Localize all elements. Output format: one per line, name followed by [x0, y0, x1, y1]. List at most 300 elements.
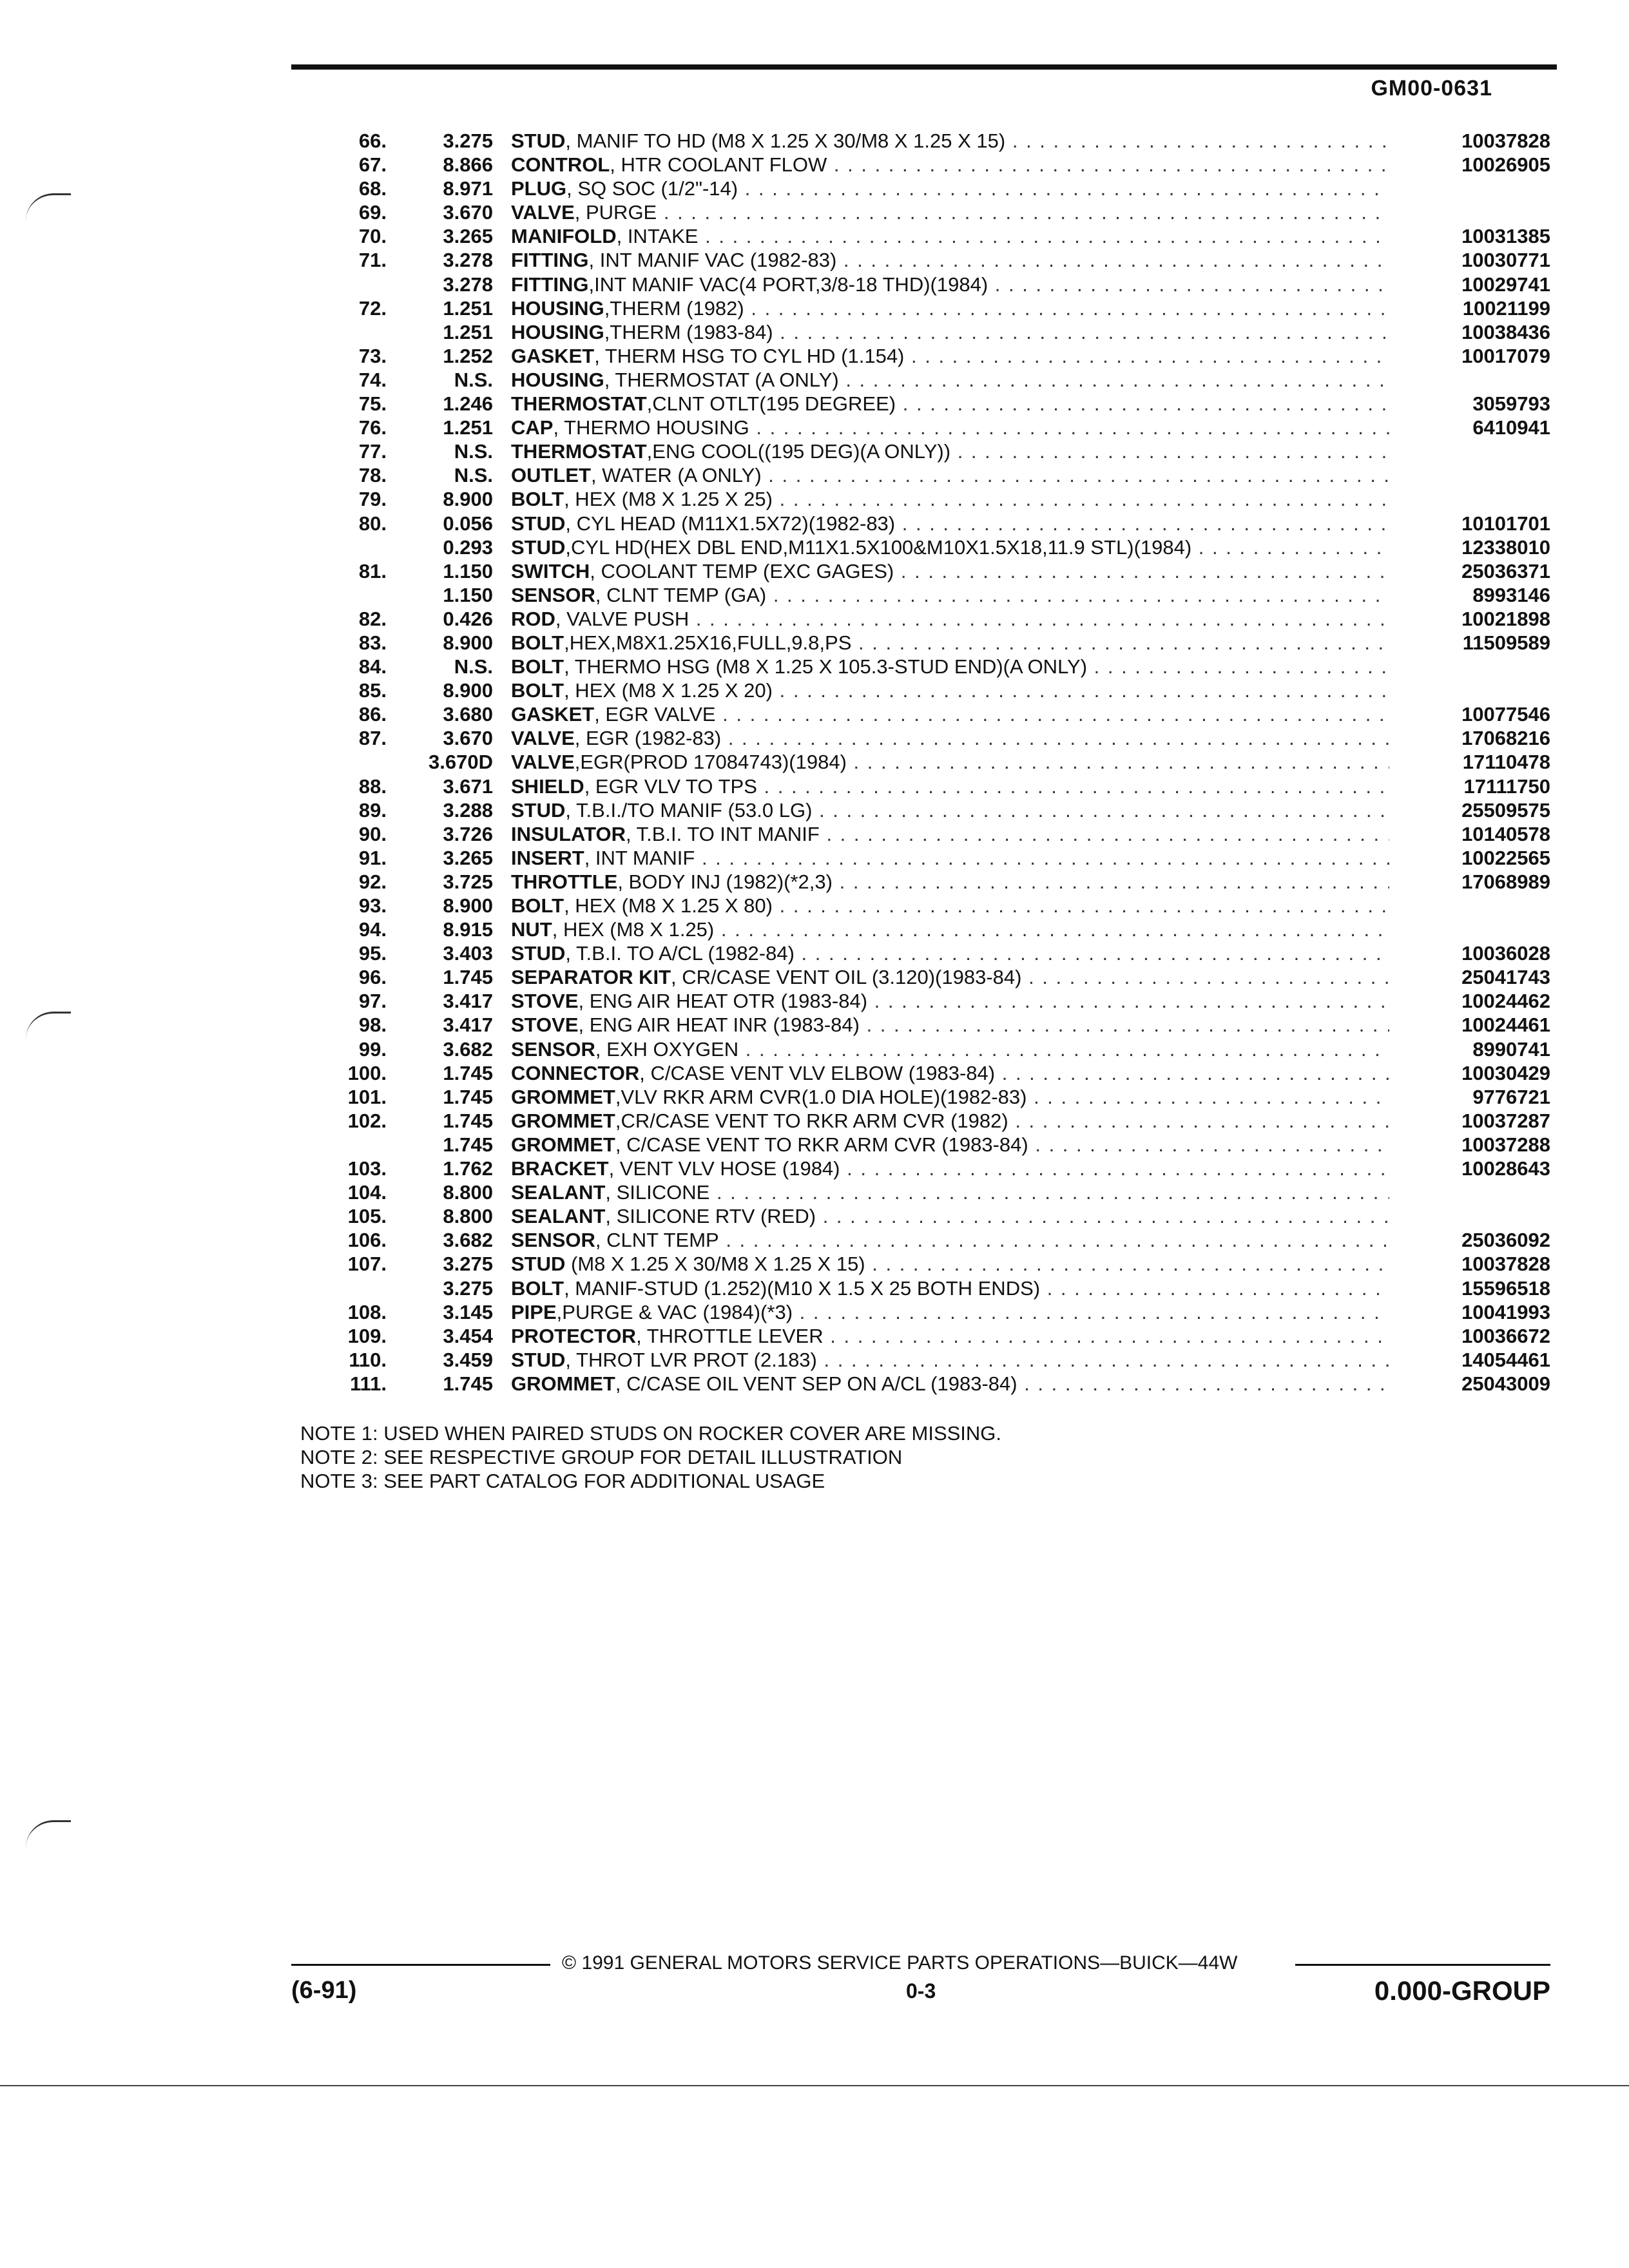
part-spec: , THERMO HOUSING	[553, 416, 749, 439]
part-number: 15596518	[1396, 1276, 1550, 1300]
item-number: 107.	[347, 1253, 387, 1276]
parts-row	[284, 1204, 1550, 1228]
parts-row	[284, 1252, 1550, 1276]
part-description	[511, 1109, 1389, 1133]
part-spec: , T.B.I. TO INT MANIF	[625, 822, 820, 845]
group-number: N.S.	[454, 464, 493, 487]
group-number: 3.670	[443, 201, 493, 224]
part-description	[511, 487, 1389, 511]
parts-row	[284, 1133, 1550, 1157]
part-spec: , HEX (M8 X 1.25 X 25)	[564, 488, 773, 511]
part-spec: , MANIF-STUD (1.252)(M10 X 1.5 X 25 BOTH ENDS)	[564, 1276, 1041, 1300]
part-description	[511, 1300, 1389, 1324]
group-number: 8.800	[443, 1181, 493, 1204]
part-description	[511, 392, 1389, 416]
part-name: BOLT	[511, 894, 564, 917]
item-number: 93.	[358, 894, 387, 917]
part-description	[511, 965, 1389, 989]
item-number: 66.	[358, 130, 387, 152]
group-number: 1.150	[443, 559, 493, 582]
bottom-rule	[0, 2085, 1629, 2086]
part-description	[511, 224, 1389, 248]
part-name: STUD	[511, 798, 566, 822]
part-name: HOUSING	[511, 320, 604, 343]
item-number: 67.	[358, 153, 387, 177]
part-number: 10024462	[1396, 989, 1550, 1013]
parts-row	[284, 1324, 1550, 1348]
group-number: 3.682	[443, 1229, 493, 1252]
part-spec: , T.B.I./TO MANIF (53.0 LG)	[565, 798, 813, 822]
part-number: 25036092	[1396, 1228, 1550, 1252]
group-number: 0.293	[443, 535, 493, 559]
part-name: THROTTLE	[511, 870, 618, 893]
parts-row	[284, 1061, 1550, 1085]
group-number: 1.251	[443, 296, 493, 320]
part-name: PROTECTOR	[511, 1324, 637, 1347]
group-number: 3.265	[443, 846, 493, 869]
part-spec: , CLNT TEMP	[595, 1229, 719, 1252]
parts-row	[284, 463, 1550, 487]
part-number: 10037828	[1396, 129, 1550, 153]
part-description	[511, 1133, 1389, 1157]
parts-row	[284, 153, 1550, 177]
group-number: 3.671	[443, 774, 493, 798]
part-spec: , CR/CASE VENT OIL (3.120)(1983-84)	[671, 966, 1022, 989]
scan-mark-bottom	[26, 1820, 71, 1848]
group-number: 1.252	[443, 344, 493, 367]
part-spec: , THERMOSTAT (A ONLY)	[604, 368, 839, 391]
part-description	[511, 655, 1389, 678]
group-number: 3.145	[443, 1300, 493, 1323]
part-description	[511, 678, 1389, 702]
item-number: 79.	[358, 488, 387, 511]
group-number: 0.056	[443, 512, 493, 535]
part-spec: , EXH OXYGEN	[595, 1037, 739, 1061]
group-number: N.S.	[454, 368, 493, 391]
part-number: 10021199	[1396, 296, 1550, 320]
part-number: 6410941	[1396, 416, 1550, 439]
parts-row	[284, 344, 1550, 368]
item-number: 77.	[358, 440, 387, 463]
scan-mark-top	[26, 193, 71, 221]
part-description	[511, 1204, 1389, 1228]
item-number: 109.	[347, 1324, 387, 1347]
revision-date: (6-91)	[291, 1977, 357, 2004]
part-spec: , THERMO HSG (M8 X 1.25 X 105.3-STUD END)(A ONLY)	[564, 655, 1088, 678]
part-description	[511, 750, 1389, 774]
part-number: 10038436	[1396, 320, 1550, 344]
part-name: BOLT	[511, 631, 564, 654]
part-name: CAP	[511, 416, 554, 439]
part-name: VALVE	[511, 201, 575, 224]
part-number: 25043009	[1396, 1372, 1550, 1396]
part-name: STUD	[511, 130, 566, 152]
group-number: 3.403	[443, 942, 493, 965]
parts-row	[284, 918, 1550, 941]
parts-row	[284, 1372, 1550, 1396]
group-number: 3.288	[443, 798, 493, 822]
parts-row	[284, 392, 1550, 416]
parts-row	[284, 1085, 1550, 1109]
part-spec: , C/CASE VENT TO RKR ARM CVR (1983-84)	[615, 1133, 1028, 1156]
part-spec: , T.B.I. TO A/CL (1982-84)	[565, 942, 795, 965]
item-number: 80.	[358, 512, 387, 535]
part-spec: , ENG AIR HEAT OTR (1983-84)	[578, 990, 868, 1013]
part-number: 10028643	[1396, 1157, 1550, 1180]
group-number: 1.762	[443, 1157, 493, 1180]
parts-row	[284, 1348, 1550, 1372]
item-number: 102.	[347, 1109, 387, 1132]
parts-row	[284, 512, 1550, 535]
part-spec: , HEX (M8 X 1.25 X 20)	[564, 679, 773, 702]
part-name: HOUSING	[511, 368, 604, 391]
part-name: SEALANT	[511, 1181, 606, 1204]
item-number: 111.	[350, 1372, 387, 1395]
parts-row	[284, 655, 1550, 678]
parts-row	[284, 1180, 1550, 1204]
part-description	[511, 822, 1389, 846]
part-description	[511, 512, 1389, 535]
group-number: 3.725	[443, 870, 493, 893]
item-number: 99.	[358, 1037, 387, 1061]
part-name: SENSOR	[511, 583, 595, 606]
part-name: SEALANT	[511, 1205, 606, 1228]
part-number: 25036371	[1396, 559, 1550, 583]
part-name: GROMMET	[511, 1133, 615, 1156]
part-name: GROMMET	[511, 1109, 615, 1132]
part-spec: , EGR VLV TO TPS	[584, 774, 757, 798]
item-number: 96.	[358, 966, 387, 989]
parts-row	[284, 439, 1550, 463]
group-number: 1.745	[443, 1372, 493, 1395]
parts-row	[284, 822, 1550, 846]
parts-row	[284, 1109, 1550, 1133]
part-number: 25509575	[1396, 798, 1550, 822]
part-number: 17068989	[1396, 870, 1550, 894]
parts-row	[284, 894, 1550, 918]
parts-row	[284, 368, 1550, 392]
item-number: 106.	[347, 1229, 387, 1252]
item-number: 78.	[358, 464, 387, 487]
part-number: 10140578	[1396, 822, 1550, 846]
part-number: 12338010	[1396, 535, 1550, 559]
item-number: 104.	[347, 1181, 387, 1204]
part-name: THERMOSTAT	[511, 392, 647, 416]
part-name: INSULATOR	[511, 822, 626, 845]
part-name: STUD	[511, 535, 566, 559]
part-description	[511, 416, 1389, 439]
part-description	[511, 559, 1389, 583]
item-number: 108.	[347, 1300, 387, 1323]
part-name: STOVE	[511, 990, 579, 1013]
part-name: SWITCH	[511, 559, 590, 582]
parts-row	[284, 177, 1550, 200]
part-description	[511, 1013, 1389, 1037]
group-number: 1.150	[443, 583, 493, 606]
item-number: 103.	[347, 1157, 387, 1180]
part-spec: , THROTTLE LEVER	[636, 1324, 824, 1347]
part-description	[511, 774, 1389, 798]
part-spec: , HEX (M8 X 1.25 X 80)	[564, 894, 773, 917]
note-2: NOTE 2: SEE RESPECTIVE GROUP FOR DETAIL ILLUSTRATION	[300, 1446, 903, 1468]
parts-row	[284, 774, 1550, 798]
part-number: 10037287	[1396, 1109, 1550, 1133]
item-number: 92.	[358, 870, 387, 893]
part-name: ROD	[511, 607, 555, 630]
part-spec: , INT MANIF VAC (1982-83)	[588, 249, 837, 272]
parts-row	[284, 416, 1550, 439]
parts-row	[284, 607, 1550, 631]
group-number: 3.680	[443, 703, 493, 726]
part-name: MANIFOLD	[511, 225, 617, 248]
group-number: 1.745	[443, 1085, 493, 1108]
part-number: 10031385	[1396, 224, 1550, 248]
part-name: INSERT	[511, 846, 584, 869]
part-name: BOLT	[511, 679, 564, 702]
part-spec: ,EGR(PROD 17084743)(1984)	[574, 751, 847, 774]
part-description	[511, 129, 1389, 153]
parts-row	[284, 583, 1550, 607]
part-number: 10041993	[1396, 1300, 1550, 1324]
part-name: OUTLET	[511, 464, 591, 487]
parts-list	[284, 129, 1550, 1396]
notes	[300, 1421, 1001, 1493]
footer-rule-right	[1295, 1964, 1550, 1966]
group-number: 3.278	[443, 273, 493, 296]
item-number: 71.	[358, 249, 387, 272]
part-spec: , THROT LVR PROT (2.183)	[565, 1348, 817, 1371]
parts-row	[284, 846, 1550, 870]
item-number: 74.	[358, 368, 387, 391]
part-spec: , BODY INJ (1982)(*2,3)	[617, 870, 833, 893]
group-number: 0.426	[443, 607, 493, 630]
group-number: 3.278	[443, 249, 493, 272]
group-label: 0.000-GROUP	[1374, 1975, 1550, 2006]
part-description	[511, 894, 1389, 918]
part-description	[511, 1348, 1389, 1372]
part-spec: ,CR/CASE VENT TO RKR ARM CVR (1982)	[615, 1109, 1008, 1132]
part-description	[511, 344, 1389, 368]
part-spec: , ENG AIR HEAT INR (1983-84)	[578, 1014, 860, 1037]
part-number: 10037288	[1396, 1133, 1550, 1157]
part-spec: ,CYL HD(HEX DBL END,M11X1.5X100&M10X1.5X18,11.9 STL)(1984)	[565, 535, 1192, 559]
parts-row	[284, 989, 1550, 1013]
part-name: STUD	[511, 512, 566, 535]
page-number: 0-3	[906, 1979, 936, 2003]
part-name: BOLT	[511, 1276, 564, 1300]
item-number: 100.	[347, 1061, 387, 1084]
item-number: 85.	[358, 679, 387, 702]
part-description	[511, 248, 1389, 272]
group-number: 8.900	[443, 679, 493, 702]
part-spec: , VENT VLV HOSE (1984)	[608, 1157, 840, 1180]
part-description	[511, 1180, 1389, 1204]
part-name: FITTING	[511, 273, 589, 296]
part-description	[511, 463, 1389, 487]
part-spec: , COOLANT TEMP (EXC GAGES)	[590, 559, 894, 582]
part-description	[511, 368, 1389, 392]
part-spec: , CYL HEAD (M11X1.5X72)(1982-83)	[565, 512, 896, 535]
part-description	[511, 320, 1389, 344]
part-number: 8990741	[1396, 1037, 1550, 1061]
parts-row	[284, 1037, 1550, 1061]
group-number: 1.246	[443, 392, 493, 416]
item-number: 83.	[358, 631, 387, 654]
part-description	[511, 273, 1389, 296]
part-spec: , CLNT TEMP (GA)	[595, 583, 767, 606]
part-name: PIPE	[511, 1300, 557, 1323]
part-spec: , SILICONE RTV (RED)	[605, 1205, 816, 1228]
group-number: 8.866	[443, 153, 493, 177]
part-name: PLUG	[511, 177, 567, 200]
part-number: 3059793	[1396, 392, 1550, 416]
part-description	[511, 583, 1389, 607]
part-name: GASKET	[511, 344, 595, 367]
part-spec: , VALVE PUSH	[555, 607, 689, 630]
part-description	[511, 798, 1389, 822]
parts-row	[284, 941, 1550, 965]
part-number: 14054461	[1396, 1348, 1550, 1372]
item-number: 90.	[358, 822, 387, 845]
part-description	[511, 870, 1389, 894]
part-description	[511, 439, 1389, 463]
parts-row	[284, 965, 1550, 989]
group-number: 8.800	[443, 1205, 493, 1228]
group-number: 3.417	[443, 990, 493, 1013]
parts-row	[284, 750, 1550, 774]
group-number: 1.251	[443, 416, 493, 439]
item-number: 81.	[358, 559, 387, 582]
part-number: 10026905	[1396, 153, 1550, 177]
part-name: BOLT	[511, 655, 564, 678]
part-spec: ,HEX,M8X1.25X16,FULL,9.8,PS	[564, 631, 852, 654]
part-number: 10036672	[1396, 1324, 1550, 1348]
part-number: 8993146	[1396, 583, 1550, 607]
document-code: GM00-0631	[1371, 76, 1492, 101]
part-number: 17111750	[1396, 774, 1550, 798]
part-number: 10024461	[1396, 1013, 1550, 1037]
group-number: 8.900	[443, 488, 493, 511]
part-number: 10017079	[1396, 344, 1550, 368]
group-number: 8.915	[443, 918, 493, 941]
part-spec: , INTAKE	[616, 225, 699, 248]
part-name: NUT	[511, 918, 552, 941]
part-spec: ,CLNT OTLT(195 DEGREE)	[646, 392, 896, 416]
footer-rule-left	[291, 1964, 550, 1966]
part-number: 10021898	[1396, 607, 1550, 631]
part-number: 10022565	[1396, 846, 1550, 870]
group-number: 3.417	[443, 1014, 493, 1037]
part-name: STUD	[511, 942, 566, 965]
parts-row	[284, 631, 1550, 655]
part-description	[511, 1276, 1389, 1300]
parts-row	[284, 129, 1550, 153]
part-number: 10036028	[1396, 941, 1550, 965]
item-number: 88.	[358, 774, 387, 798]
part-name: VALVE	[511, 751, 575, 774]
part-name: CONNECTOR	[511, 1061, 640, 1084]
parts-row	[284, 320, 1550, 344]
part-description	[511, 989, 1389, 1013]
part-description	[511, 200, 1389, 224]
group-number: 1.745	[443, 966, 493, 989]
parts-row	[284, 535, 1550, 559]
part-description	[511, 153, 1389, 177]
item-number: 82.	[358, 607, 387, 630]
part-name: STUD	[511, 1348, 566, 1371]
item-number: 75.	[358, 392, 387, 416]
note-1: NOTE 1: USED WHEN PAIRED STUDS ON ROCKER COVER ARE MISSING.	[300, 1422, 1002, 1445]
item-number: 86.	[358, 703, 387, 726]
part-name: FITTING	[511, 249, 589, 272]
group-number: 3.275	[443, 130, 493, 152]
part-description	[511, 1037, 1389, 1061]
part-spec: , INT MANIF	[584, 846, 695, 869]
group-number: 3.682	[443, 1037, 493, 1061]
part-spec: , PURGE	[574, 201, 657, 224]
group-number: 3.454	[443, 1324, 493, 1347]
item-number: 91.	[358, 846, 387, 869]
part-spec: , SQ SOC (1/2"-14)	[566, 177, 738, 200]
item-number: 97.	[358, 990, 387, 1013]
part-name: GROMMET	[511, 1085, 615, 1108]
item-number: 69.	[358, 201, 387, 224]
group-number: 3.459	[443, 1348, 493, 1371]
part-spec: ,THERM (1983-84)	[604, 320, 773, 343]
part-spec: (M8 X 1.25 X 30/M8 X 1.25 X 15)	[565, 1253, 865, 1276]
parts-row	[284, 678, 1550, 702]
part-spec: , EGR VALVE	[594, 703, 716, 726]
group-number: N.S.	[454, 655, 493, 678]
scan-mark-middle	[26, 1012, 71, 1039]
part-description	[511, 631, 1389, 655]
part-spec: , HTR COOLANT FLOW	[610, 153, 827, 177]
item-number: 73.	[358, 344, 387, 367]
group-number: 1.251	[443, 320, 493, 343]
parts-row	[284, 1276, 1550, 1300]
parts-row	[284, 870, 1550, 894]
part-spec: , THERM HSG TO CYL HD (1.154)	[594, 344, 905, 367]
part-name: THERMOSTAT	[511, 440, 647, 463]
part-name: VALVE	[511, 727, 575, 750]
item-number: 101.	[347, 1085, 387, 1108]
part-description	[511, 846, 1389, 870]
part-name: GROMMET	[511, 1372, 615, 1395]
item-number: 95.	[358, 942, 387, 965]
parts-row	[284, 1157, 1550, 1180]
part-name: BOLT	[511, 488, 564, 511]
item-number: 68.	[358, 177, 387, 200]
group-number: 3.275	[443, 1253, 493, 1276]
parts-row	[284, 559, 1550, 583]
part-number: 9776721	[1396, 1085, 1550, 1109]
part-name: SHIELD	[511, 774, 584, 798]
part-spec: ,PURGE & VAC (1984)(*3)	[556, 1300, 793, 1323]
part-spec: , HEX (M8 X 1.25)	[552, 918, 715, 941]
group-number: 8.971	[443, 177, 493, 200]
parts-row	[284, 200, 1550, 224]
part-number: 10030429	[1396, 1061, 1550, 1085]
part-number: 10077546	[1396, 702, 1550, 726]
group-number: 8.900	[443, 631, 493, 654]
part-name: STUD	[511, 1253, 566, 1276]
part-spec: , C/CASE VENT VLV ELBOW (1983-84)	[639, 1061, 996, 1084]
part-spec: , EGR (1982-83)	[574, 727, 722, 750]
item-number: 70.	[358, 225, 387, 248]
part-spec: , C/CASE OIL VENT SEP ON A/CL (1983-84)	[615, 1372, 1017, 1395]
item-number: 87.	[358, 727, 387, 750]
group-number: N.S.	[454, 440, 493, 463]
